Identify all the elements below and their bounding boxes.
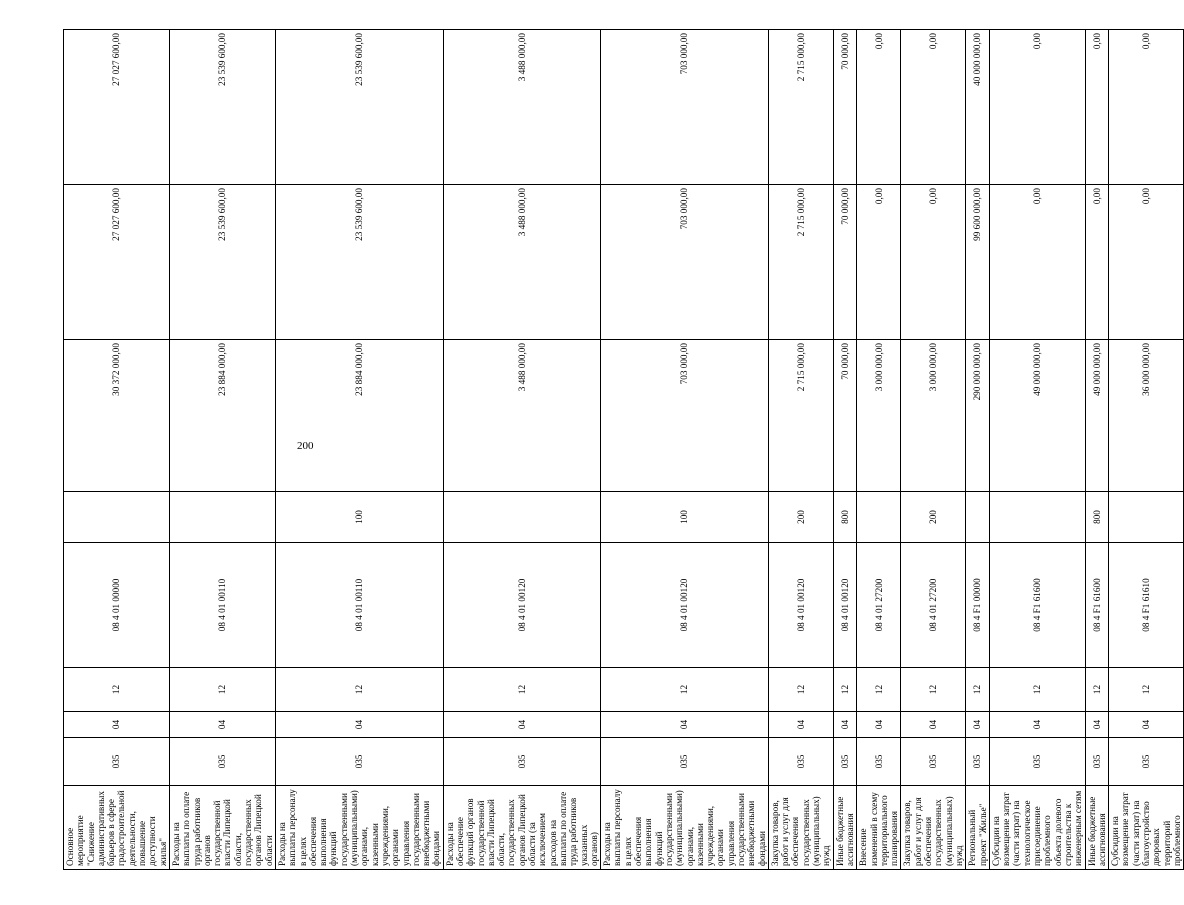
amount-2-cell: 3 488 000,00 bbox=[443, 185, 600, 340]
table-row bbox=[64, 30, 170, 870]
subsection-code-cell: 12 bbox=[966, 668, 990, 712]
amount-2-cell: 703 000,00 bbox=[601, 185, 769, 340]
expense-type-cell bbox=[966, 492, 990, 543]
table-row bbox=[1109, 30, 1184, 870]
section-code-cell: 04 bbox=[169, 712, 275, 738]
subsection-code-cell: 12 bbox=[833, 668, 857, 712]
name-cell: Субсидии на возмещение затрат (части затрат) на благоустройство дворовых территорий проблемного bbox=[1109, 786, 1184, 870]
admin-code-cell: 035 bbox=[857, 738, 901, 786]
target-article-cell: 08 4 01 27200 bbox=[857, 543, 901, 668]
section-code-cell: 04 bbox=[901, 712, 966, 738]
section-code-cell: 04 bbox=[601, 712, 769, 738]
section-code-cell: 04 bbox=[275, 712, 443, 738]
expense-type-cell bbox=[857, 492, 901, 543]
amount-3-cell: 3 488 000,00 bbox=[443, 30, 600, 185]
section-code-cell: 04 bbox=[768, 712, 833, 738]
budget-table bbox=[63, 29, 1184, 870]
amount-3-cell: 23 539 600,00 bbox=[275, 30, 443, 185]
expense-type-cell: 200 bbox=[768, 492, 833, 543]
name-cell: Расходы на выплаты по оплате труда работников органов государственной власти Липецкой области, государственных органов Липецкой области bbox=[169, 786, 275, 870]
target-article-cell: 08 4 F1 61600 bbox=[1085, 543, 1109, 668]
admin-code-cell: 035 bbox=[966, 738, 990, 786]
table-row bbox=[857, 30, 901, 870]
amount-1-cell: 3 000 000,00 bbox=[857, 340, 901, 492]
amount-1-cell: 3 000 000,00 bbox=[901, 340, 966, 492]
amount-1-cell: 36 000 000,00 bbox=[1109, 340, 1184, 492]
subsection-code-cell: 12 bbox=[64, 668, 170, 712]
admin-code-cell: 035 bbox=[275, 738, 443, 786]
amount-1-cell: 49 000 000,00 bbox=[989, 340, 1085, 492]
expense-type-cell bbox=[64, 492, 170, 543]
target-article-cell: 08 4 F1 61610 bbox=[1109, 543, 1184, 668]
target-article-cell: 08 4 F1 00000 bbox=[966, 543, 990, 668]
section-code-cell: 04 bbox=[989, 712, 1085, 738]
section-code-cell: 04 bbox=[833, 712, 857, 738]
amount-2-cell: 2 715 000,00 bbox=[768, 185, 833, 340]
amount-3-cell: 0,00 bbox=[901, 30, 966, 185]
subsection-code-cell: 12 bbox=[989, 668, 1085, 712]
amount-1-cell: 23 884 000,00 bbox=[169, 340, 275, 492]
subsection-code-cell: 12 bbox=[275, 668, 443, 712]
amount-1-cell: 3 488 000,00 bbox=[443, 340, 600, 492]
subsection-code-cell: 12 bbox=[857, 668, 901, 712]
admin-code-cell: 035 bbox=[1109, 738, 1184, 786]
target-article-cell: 08 4 01 27200 bbox=[901, 543, 966, 668]
table-row bbox=[833, 30, 857, 870]
amount-2-cell: 23 539 600,00 bbox=[169, 185, 275, 340]
admin-code-cell: 035 bbox=[601, 738, 769, 786]
target-article-cell: 08 4 01 00120 bbox=[601, 543, 769, 668]
page-number: 200 bbox=[297, 440, 314, 452]
amount-3-cell: 0,00 bbox=[857, 30, 901, 185]
table-row bbox=[966, 30, 990, 870]
amount-1-cell: 49 000 000,00 bbox=[1085, 340, 1109, 492]
admin-code-cell: 035 bbox=[64, 738, 170, 786]
amount-2-cell: 0,00 bbox=[1085, 185, 1109, 340]
subsection-code-cell: 12 bbox=[1109, 668, 1184, 712]
name-cell: Основное мероприятие "Снижение административных барьеров в сфере градостроительной деятельности, повышение доступности жилья" bbox=[64, 786, 170, 870]
amount-3-cell: 0,00 bbox=[1109, 30, 1184, 185]
amount-1-cell: 703 000,00 bbox=[601, 340, 769, 492]
subsection-code-cell: 12 bbox=[601, 668, 769, 712]
table-row bbox=[275, 30, 443, 870]
amount-2-cell: 0,00 bbox=[857, 185, 901, 340]
expense-type-cell: 800 bbox=[833, 492, 857, 543]
expense-type-cell: 100 bbox=[275, 492, 443, 543]
amount-1-cell: 23 884 000,00 bbox=[275, 340, 443, 492]
subsection-code-cell: 12 bbox=[443, 668, 600, 712]
expense-type-cell: 800 bbox=[1085, 492, 1109, 543]
section-code-cell: 04 bbox=[64, 712, 170, 738]
target-article-cell: 08 4 01 00000 bbox=[64, 543, 170, 668]
section-code-cell: 04 bbox=[966, 712, 990, 738]
target-article-cell: 08 4 F1 61600 bbox=[989, 543, 1085, 668]
target-article-cell: 08 4 01 00120 bbox=[833, 543, 857, 668]
table-row bbox=[169, 30, 275, 870]
target-article-cell: 08 4 01 00110 bbox=[275, 543, 443, 668]
expense-type-cell bbox=[169, 492, 275, 543]
target-article-cell: 08 4 01 00110 bbox=[169, 543, 275, 668]
subsection-code-cell: 12 bbox=[768, 668, 833, 712]
amount-1-cell: 70 000,00 bbox=[833, 340, 857, 492]
name-cell: Расходы на выплаты персоналу в целях обеспечения выполнения функций государственными (муниципальными) органами, казенными учреждениями, органами управления государственными внебюджетными фондами bbox=[601, 786, 769, 870]
amount-3-cell: 70 000,00 bbox=[833, 30, 857, 185]
expense-type-cell bbox=[443, 492, 600, 543]
amount-2-cell: 27 027 600,00 bbox=[64, 185, 170, 340]
admin-code-cell: 035 bbox=[768, 738, 833, 786]
admin-code-cell: 035 bbox=[1085, 738, 1109, 786]
admin-code-cell: 035 bbox=[989, 738, 1085, 786]
amount-2-cell: 70 000,00 bbox=[833, 185, 857, 340]
expense-type-cell bbox=[989, 492, 1085, 543]
amount-2-cell: 0,00 bbox=[1109, 185, 1184, 340]
amount-2-cell: 23 539 600,00 bbox=[275, 185, 443, 340]
table-row bbox=[901, 30, 966, 870]
amount-3-cell: 27 027 600,00 bbox=[64, 30, 170, 185]
budget-table-body bbox=[64, 30, 1184, 870]
admin-code-cell: 035 bbox=[901, 738, 966, 786]
subsection-code-cell: 12 bbox=[1085, 668, 1109, 712]
section-code-cell: 04 bbox=[857, 712, 901, 738]
name-cell: Расходы на выплаты персоналу в целях обеспечения выполнения функций государственными (муниципальными) органами, казенными учреждениями, органами управления государственными внебюджетными фондами bbox=[275, 786, 443, 870]
amount-3-cell: 2 715 000,00 bbox=[768, 30, 833, 185]
amount-2-cell: 99 600 000,00 bbox=[966, 185, 990, 340]
amount-1-cell: 30 372 000,00 bbox=[64, 340, 170, 492]
amount-1-cell: 290 000 000,00 bbox=[966, 340, 990, 492]
table-row bbox=[601, 30, 769, 870]
expense-type-cell bbox=[1109, 492, 1184, 543]
name-cell: Иные бюджетные ассигнования bbox=[833, 786, 857, 870]
amount-1-cell: 2 715 000,00 bbox=[768, 340, 833, 492]
table-row bbox=[1085, 30, 1109, 870]
table-row bbox=[443, 30, 600, 870]
name-cell: Расходы на обеспечение функций органов государственной власти Липецкой области, государственных органов Липецкой области (за исключением расходов на выплаты по оплате труда работников указанных органов) bbox=[443, 786, 600, 870]
table-row bbox=[989, 30, 1085, 870]
rotated-table-wrapper bbox=[63, 30, 1182, 870]
name-cell: Закупка товаров, работ и услуг для обеспечения государственных (муниципальных) нужд bbox=[901, 786, 966, 870]
amount-3-cell: 703 000,00 bbox=[601, 30, 769, 185]
expense-type-cell: 200 bbox=[901, 492, 966, 543]
amount-3-cell: 0,00 bbox=[1085, 30, 1109, 185]
admin-code-cell: 035 bbox=[833, 738, 857, 786]
subsection-code-cell: 12 bbox=[901, 668, 966, 712]
section-code-cell: 04 bbox=[1109, 712, 1184, 738]
name-cell: Иные бюджетные ассигнования bbox=[1085, 786, 1109, 870]
name-cell: Субсидии на возмещение затрат (части затрат) на технологическое присоединение проблемного объекта долевого строительства к инженерным сетям bbox=[989, 786, 1085, 870]
name-cell: Внесение изменений в схему территориального планирования bbox=[857, 786, 901, 870]
subsection-code-cell: 12 bbox=[169, 668, 275, 712]
section-code-cell: 04 bbox=[1085, 712, 1109, 738]
amount-3-cell: 0,00 bbox=[989, 30, 1085, 185]
expense-type-cell: 100 bbox=[601, 492, 769, 543]
table-row bbox=[768, 30, 833, 870]
target-article-cell: 08 4 01 00120 bbox=[768, 543, 833, 668]
amount-2-cell: 0,00 bbox=[989, 185, 1085, 340]
amount-2-cell: 0,00 bbox=[901, 185, 966, 340]
section-code-cell: 04 bbox=[443, 712, 600, 738]
admin-code-cell: 035 bbox=[443, 738, 600, 786]
admin-code-cell: 035 bbox=[169, 738, 275, 786]
amount-3-cell: 23 539 600,00 bbox=[169, 30, 275, 185]
name-cell: Закупка товаров, работ и услуг для обеспечения государственных (муниципальных) нужд bbox=[768, 786, 833, 870]
amount-3-cell: 40 000 000,00 bbox=[966, 30, 990, 185]
name-cell: Региональный проект "Жилье" bbox=[966, 786, 990, 870]
target-article-cell: 08 4 01 00120 bbox=[443, 543, 600, 668]
